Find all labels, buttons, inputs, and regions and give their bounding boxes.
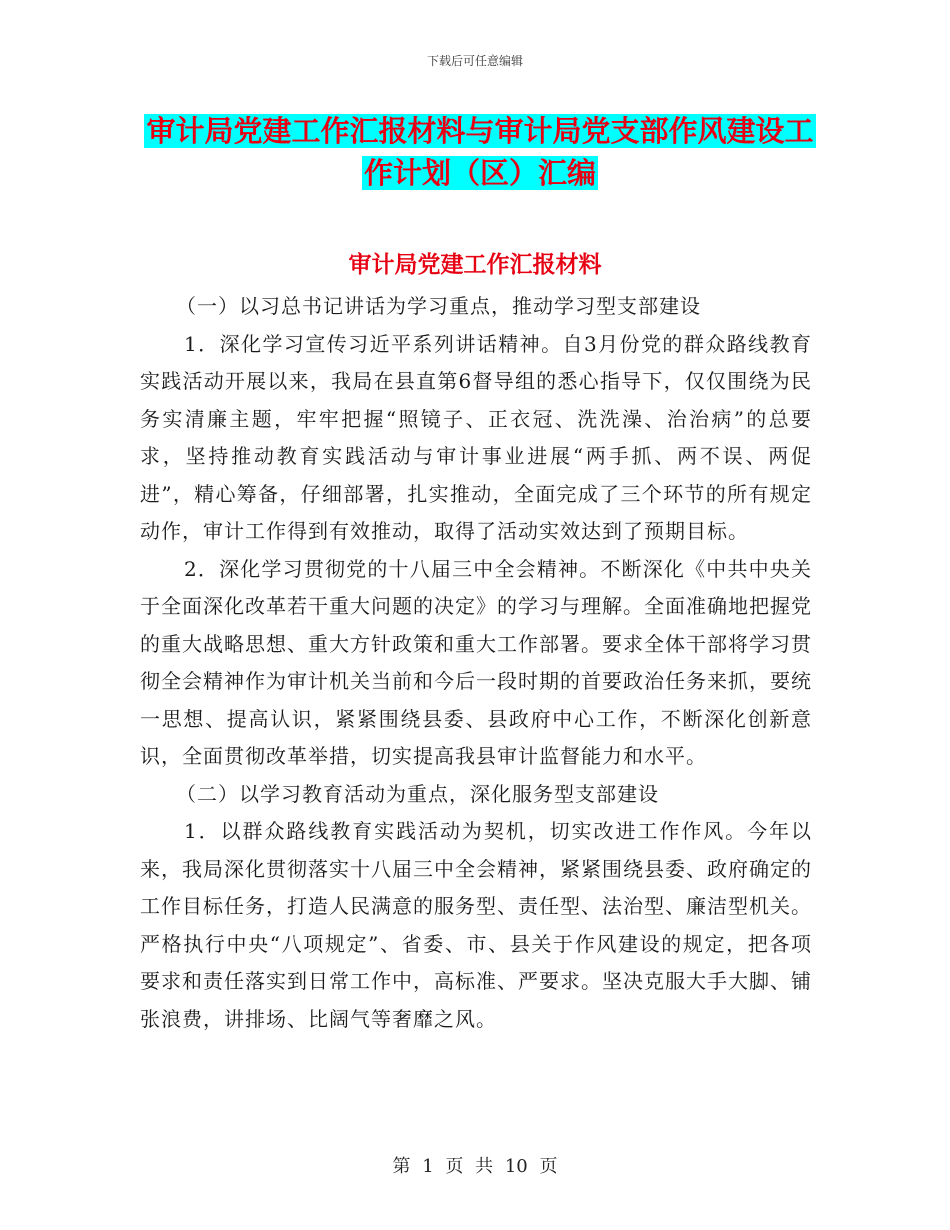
section-title: 审计局党建工作汇报材料 bbox=[348, 251, 602, 278]
document-body bbox=[140, 288, 812, 1038]
paragraph-heading-1: （一）以习总书记讲话为学习重点，推动学习型支部建设 bbox=[176, 294, 701, 318]
paragraph-2: 2．深化学习贯彻党的十八届三中全会精神。不断深化《中共中央关于全面深化改革若干重大问题的决定》的学习与理解。全面准确地把握党的重大战略思想、重大方针政策和重大工作部署。要求全体干部将学习贯彻全会精神作为审计机关当前和今后一段时期的首要政治任务来抓，要统一思想、提高认识，紧紧围绕县委、县政府中心工作，不断深化创新意识，全面贯彻改革举措，切实提高我县审计监督能力和水平。 bbox=[140, 556, 812, 768]
paragraph-3: 1．以群众路线教育实践活动为契机，切实改进工作作风。今年以来，我局深化贯彻落实十八届三中全会精神，紧紧围绕县委、政府确定的工作目标任务，打造人民满意的服务型、责任型、法治型、廉洁型机关。严格执行中央“八项规定”、省委、市、县关于作风建设的规定，把各项要求和责任落实到日常工作中，高标准、严要求。坚决克服大手大脚、铺张浪费，讲排场、比阔气等奢靡之风。 bbox=[140, 819, 812, 1031]
paragraph-heading-2: （二）以学习教育活动为重点，深化服务型支部建设 bbox=[176, 781, 659, 806]
paragraph-1: 1．深化学习宣传习近平系列讲话精神。自3月份党的群众路线教育实践活动开展以来，我局在县直第6督导组的悉心指导下，仅仅围绕为民务实清廉主题，牢牢把握“照镜子、正衣冠、洗洗澡、治治病”的总要求，坚持推动教育实践活动与审计事业进展“两手抓、两不误、两促进”，精心筹备，仔细部署，扎实推动，全面完成了三个环节的所有规定动作，审计工作得到有效推动，取得了活动实效达到了预期目标。 bbox=[140, 331, 812, 543]
page-footer: 第 1 页 共 10 页 bbox=[392, 1156, 558, 1177]
header-note: 下载后可任意编辑 bbox=[426, 54, 523, 68]
title-line-1: 审计局党建工作汇报材料与审计局党支部作风建设工 bbox=[146, 114, 814, 148]
document-title bbox=[140, 110, 820, 194]
title-line-2: 作计划（区）汇编 bbox=[363, 156, 596, 190]
